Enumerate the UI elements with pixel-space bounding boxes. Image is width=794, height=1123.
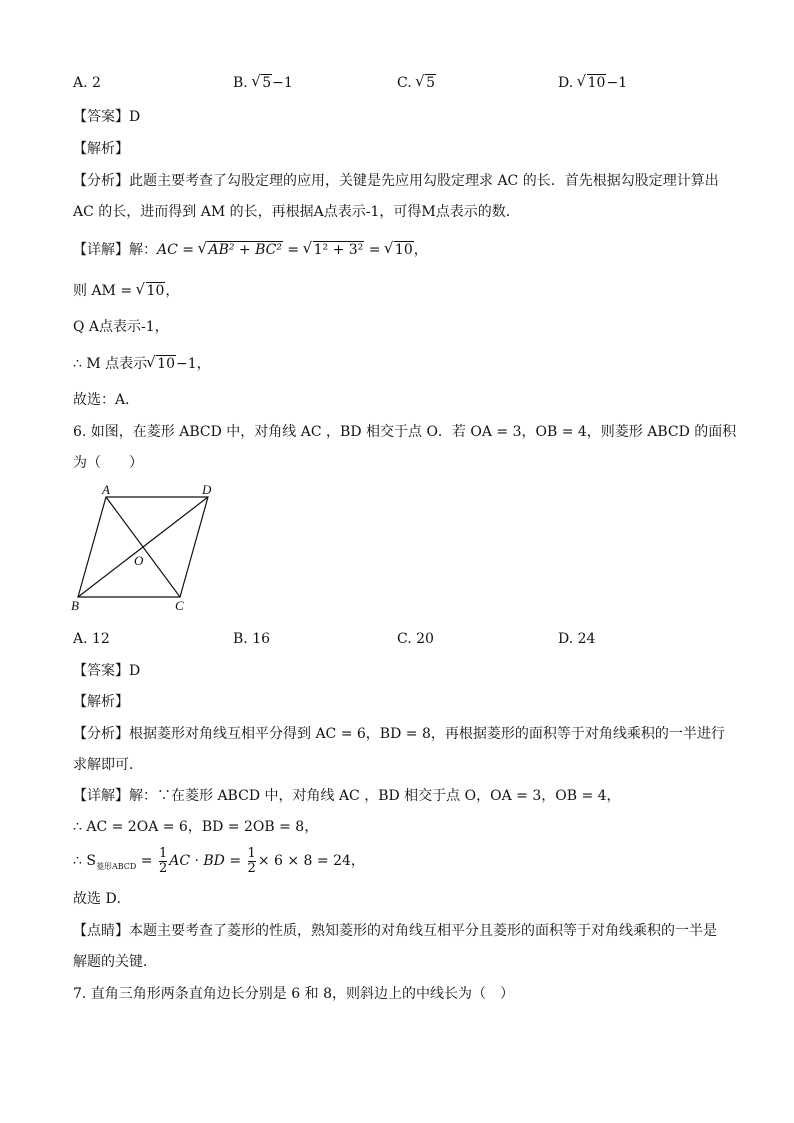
q5-fenxi-line1: 【分析】此题主要考查了勾股定理的应用，关键是先应用勾股定理求 AC 的长．首先根据勾股定理计算出 [73,173,719,189]
q5-detail: 【详解】解：AC = √ AB² + BC² = √ 1² + 3² = √ 10， [73,240,428,260]
q6-analysis-heading: 【解析】 [73,694,129,710]
q7-stem: 7. 直角三角形两条直角边长分别是 6 和 8，则斜边上的中线长为（ ） [73,986,514,1002]
option-label: B. [233,75,253,91]
sqrt: √ 5 [416,73,436,93]
q6-detail-line3: ∴ $S_{菱形ABCD}$ = $\frac{1}{2}$ AC · BD = $\frac{1}{2}$ × 6 × 8 = 24， [73,845,365,876]
label-a: A [102,482,110,497]
option-label: D. [558,75,578,91]
sqrt: √ 10 [147,354,176,374]
q6-stem-line1: 6. 如图，在菱形 ABCD 中，对角线 AC ，BD 相交于点 O．若 OA = 3，OB = 4，则菱形 ABCD 的面积 [73,424,737,440]
label-c: C [175,598,184,613]
rhombus-figure [66,480,226,615]
q5-option-c [397,73,436,93]
q5-fenxi-line2: AC 的长，进而得到 AM 的长，再根据A点表示-1，可得M点表示的数． [73,204,520,220]
diagonal-bd [78,497,208,597]
q5-choose: 故选：A． [73,392,140,408]
q5-option-a: A. 2 [73,75,101,91]
sqrt: √ 10 [578,73,607,93]
label-o: O [134,553,144,568]
q6-option-c: C. 20 [397,631,434,647]
fraction: $\frac{1}{2}$ [158,845,168,876]
sqrt: √ 10 [137,281,166,301]
q6-detail-line1: 【详解】解：∵在菱形 ABCD 中，对角线 AC ，BD 相交于点 O，OA = 3，OB = 4， [73,788,621,804]
label-d: D [202,482,212,497]
q6-option-b: B. 16 [233,631,271,647]
q5-a-line: Q A点表示-1， [73,319,169,335]
q6-dianjing-line1: 【点睛】本题主要考查了菱形的性质，熟知菱形的对角线互相平分且菱形的面积等于对角线乘积的一半是 [73,923,717,939]
q6-stem-line2: 为（ ） [73,455,143,471]
q6-option-d: D. 24 [558,631,596,647]
label-b: B [71,598,79,613]
q5-am-line: 则 AM = √ 10， [73,281,179,301]
sqrt: √ 10 [385,240,414,260]
q6-fenxi-line1: 【分析】根据菱形对角线互相平分得到 AC = 6，BD = 8，再根据菱形的面积等于对角线乘积的一半进行 [73,726,725,742]
q6-choose: 故选 D． [73,891,131,907]
q6-option-a: A. 12 [73,631,110,647]
sqrt: √ 5 [252,73,272,93]
fraction: $\frac{1}{2}$ [247,845,256,876]
q5-option-b: B. √ 5−1 [233,73,293,93]
q6-dianjing-line2: 解题的关键． [73,954,157,970]
q5-analysis-heading: 【解析】 [73,141,129,157]
q5-m-line: ∴ M 点表示√ 10−1， [73,354,211,374]
q6-detail-line2: ∴ AC = 2OA = 6，BD = 2OB = 8， [73,819,319,835]
sqrt: √ 1² + 3² [304,240,365,260]
q6-answer: 【答案】D [73,663,141,679]
option-label: C. [397,75,417,91]
q6-fenxi-line2: 求解即可． [73,757,143,773]
sqrt: √ AB² + BC² [198,240,283,260]
q5-option-d: D. √ 10−1 [558,73,627,93]
q5-answer: 【答案】D [73,109,141,125]
